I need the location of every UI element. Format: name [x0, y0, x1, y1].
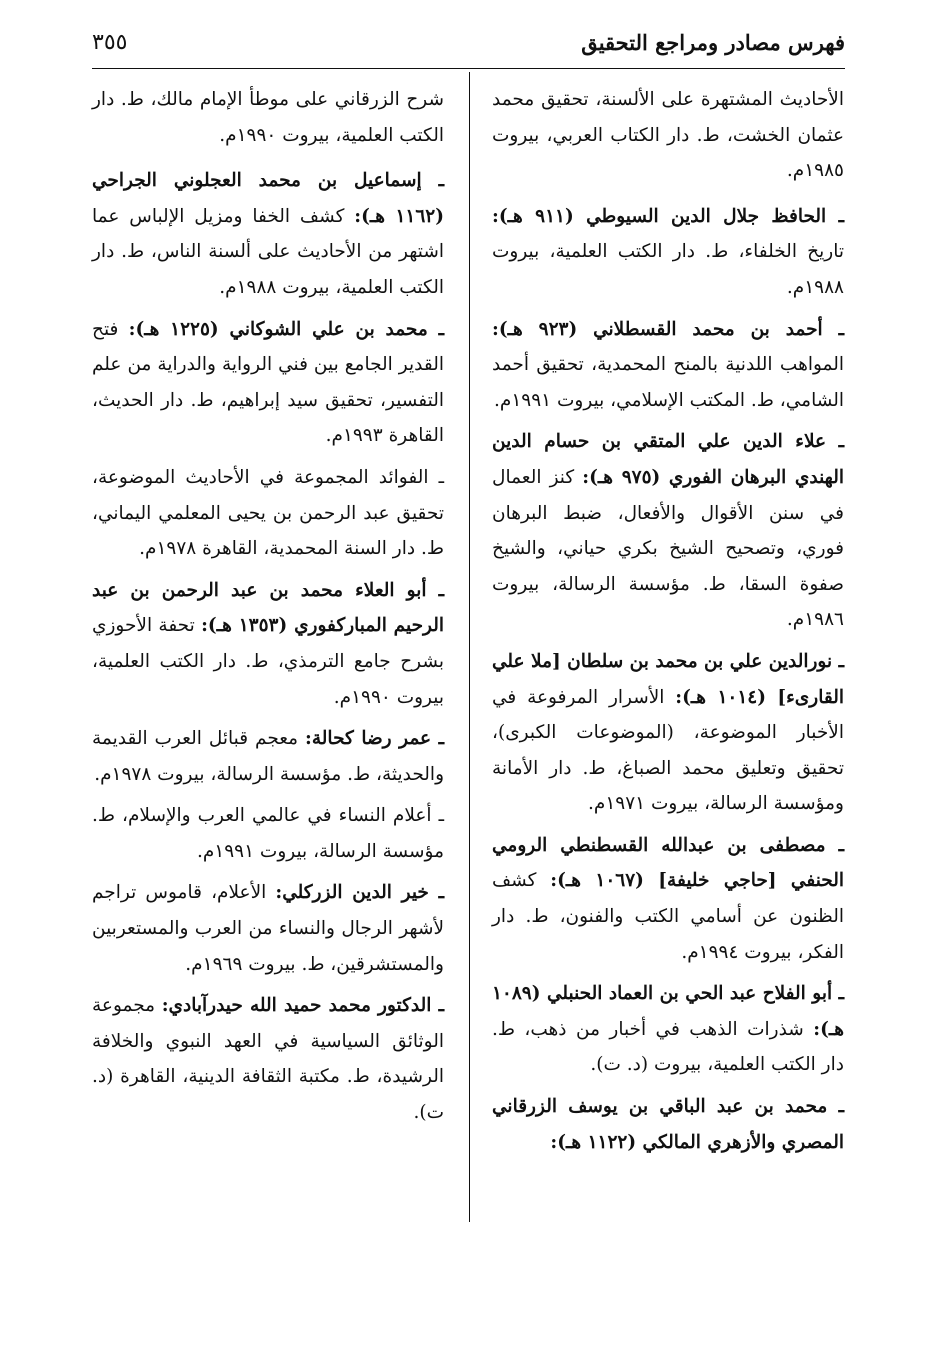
- entry-author: ـ أبو العلاء محمد بن عبد الرحمن بن عبد الرحيم المباركفوري (١٣٥٣ هـ):: [92, 579, 445, 637]
- page-header: [92, 30, 845, 68]
- bibliography-entry: [492, 312, 844, 419]
- column-divider: [469, 72, 470, 1222]
- entry-text: المواهب اللدنية بالمنح المحمدية، تحقيق أحمد الشامي، ط. المكتب الإسلامي، بيروت ١٩٩١م.: [492, 354, 844, 411]
- entry-author: ـ محمد بن عبد الباقي بن يوسف الزرقاني المصري والأزهري المالكي (١١٢٢ هـ):: [492, 1096, 844, 1153]
- right-column: [492, 82, 844, 1166]
- entry-author: ـ مصطفى بن عبدالله القسطنطي الرومي الحنفي [حاجي خليفة] (١٠٦٧ هـ):: [492, 834, 844, 892]
- running-title: فهرس مصادر ومراجع التحقيق: [581, 30, 845, 55]
- header-rule: [92, 68, 845, 69]
- entry-author: ـ الدكتور محمد حميد الله حيدرآبادي:: [161, 995, 444, 1017]
- bibliography-entry: [92, 163, 444, 305]
- entry-text: الأعلام، قاموس تراجم لأشهر الرجال والنساء من العرب والمستعربين والمستشرقين، ط. بيروت ١٩٦٩م.: [92, 882, 444, 975]
- entry-text: شذرات الذهب في أخبار من ذهب، ط. دار الكتب العلمية، بيروت (د. ت).: [492, 1018, 844, 1076]
- entry-author: ـ الحافظ جلال الدين السيوطي (٩١١ هـ):: [492, 205, 844, 227]
- bibliography-entry: [92, 798, 444, 869]
- entry-text: ـ أعلام النساء في عالمي العرب والإسلام، ط. مؤسسة الرسالة، بيروت ١٩٩١م.: [92, 805, 444, 862]
- left-column: [92, 82, 444, 1137]
- entry-text: معجم قبائل العرب القديمة والحديثة، ط. مؤسسة الرسالة، بيروت ١٩٧٨م.: [92, 728, 444, 785]
- bibliography-entry: [92, 988, 444, 1130]
- continuation-text: الأحاديث المشتهرة على الألسنة، تحقيق محمد عثمان الخشت، ط. دار الكتاب العربي، بيروت ١٩٨٥م.: [492, 89, 844, 182]
- entry-text: تحفة الأحوزي بشرح جامع الترمذي، ط. دار الكتب العلمية، بيروت ١٩٩٠م.: [92, 615, 444, 708]
- entry-text: فتح القدير الجامع بين فني الرواية والدراية من علم التفسير، تحقيق سيد إبراهيم، ط. دار الحديث، القاهرة ١٩٩٣م.: [92, 318, 444, 447]
- bibliography-entry: [92, 875, 444, 982]
- bibliography-entry: [492, 1089, 844, 1160]
- bibliography-entry: [92, 573, 444, 715]
- entry-author: ـ خير الدين الزركلي:: [275, 882, 444, 904]
- bibliography-entry: [492, 199, 844, 306]
- bibliography-entry: [492, 424, 844, 638]
- entry-author: ـ محمد بن علي الشوكاني (١٢٢٥ هـ):: [128, 318, 444, 340]
- entry-author: ـ علاء الدين علي المتقي بن حسام الدين الهندي البرهان الفوري (٩٧٥ هـ):: [492, 431, 844, 488]
- entry-text: كشف الخفا ومزيل الإلباس عما اشتهر من الأحاديث على ألسنة الناس، ط. دار الكتب العلمية، بيروت ١٩٨٨م.: [92, 205, 444, 298]
- entry-author: ـ نورالدين علي بن محمد بن سلطان [ملا علي القارىء] (١٠١٤ هـ):: [492, 650, 844, 708]
- bibliography-entry: [92, 312, 444, 454]
- entry-text: مجموعة الوثائق السياسية في العهد النبوي والخلافة الرشيدة، ط. مكتبة الثقافة الدينية، القاهرة (د. ت).: [92, 995, 444, 1124]
- entry-author: ـ إسماعيل بن محمد العجلوني الجراحي (١١٦٢ هـ):: [92, 170, 444, 227]
- bibliography-entry: [92, 721, 444, 792]
- bibliography-entry: [92, 460, 444, 567]
- continuation-text: شرح الزرقاني على موطأ الإمام مالك، ط. دار الكتب العلمية، بيروت ١٩٩٠م.: [92, 89, 444, 146]
- entry-text: الأسرار المرفوعة في الأخبار الموضوعة، (الموضوعات الكبرى)، تحقيق وتعليق محمد الصباغ، ط. دار الأمانة ومؤسسة الرسالة، بيروت ١٩٧١م.: [492, 686, 844, 815]
- entry-text: كنز العمال في سنن الأقوال والأفعال، ضبط البرهان فوري، وتصحيح الشيخ بكري حياني، والشيخ صفوة السقا، ط. مؤسسة الرسالة، بيروت ١٩٨٦م.: [492, 466, 844, 631]
- entry-author: ـ أحمد بن محمد القسطلاني (٩٢٣ هـ):: [492, 318, 844, 340]
- page-number: ٣٥٥: [92, 30, 128, 55]
- bibliography-entry: [492, 828, 844, 970]
- entry-text: كشف الظنون عن أسامي الكتب والفنون، ط. دار الفكر، بيروت ١٩٩٤م.: [492, 870, 844, 963]
- entry-author: ـ أبو الفلاح عبد الحي بن العماد الحنبلي (١٠٨٩ هـ):: [492, 983, 844, 1040]
- entry-author: ـ عمر رضا كحالة:: [305, 728, 444, 750]
- bibliography-entry: [492, 644, 844, 822]
- entry-text: تاريخ الخلفاء، ط. دار الكتب العلمية، بيروت ١٩٨٨م.: [492, 241, 844, 298]
- entry-text: ـ الفوائد المجموعة في الأحاديث الموضوعة، تحقيق عبد الرحمن بن يحيى المعلمي اليماني، ط. دار السنة المحمدية، القاهرة ١٩٧٨م.: [92, 466, 444, 560]
- bibliography-entry: [492, 976, 844, 1083]
